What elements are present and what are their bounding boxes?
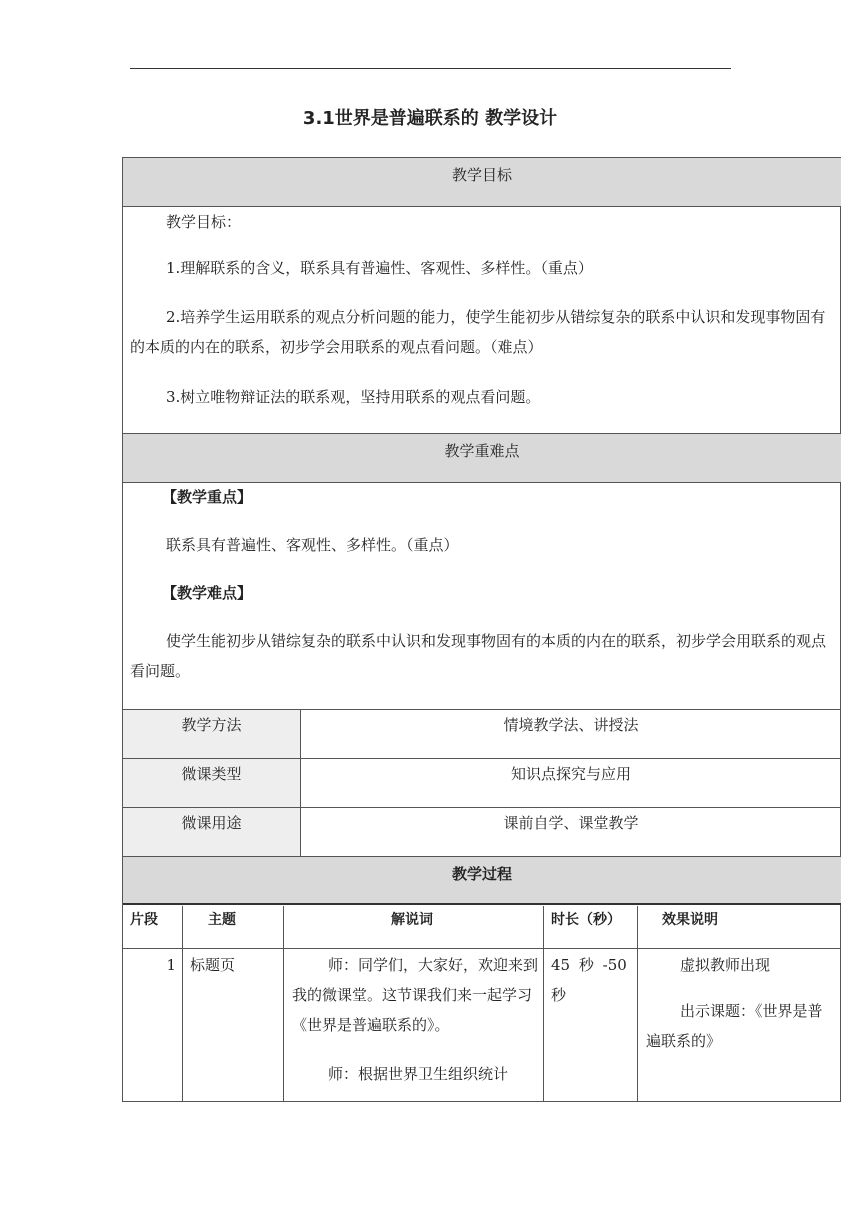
course-type-label: 微课类型	[123, 759, 300, 807]
row-narration-1: 师：同学们，大家好，欢迎来到我的微课堂。这节课我们来一起学习《世界是普遍联系的》。	[292, 956, 539, 1034]
teaching-method-value: 情境教学法、讲授法	[503, 716, 639, 734]
row-narration-2: 师：根据世界卫生组织统计	[328, 1065, 509, 1083]
objectives-intro: 教学目标：	[166, 213, 242, 231]
row-effect-1: 虚拟教师出现	[680, 956, 771, 974]
divider	[123, 948, 841, 949]
column-header-narration: 解说词	[391, 912, 433, 928]
course-type-value: 知识点探究与应用	[510, 765, 631, 783]
column-header-segment: 片段	[130, 912, 158, 928]
column-header-effect: 效果说明	[662, 912, 718, 928]
row-topic: 标题页	[190, 956, 236, 974]
column-divider	[637, 906, 638, 1101]
objective-item-1: 1.理解联系的含义，联系具有普遍性、客观性、多样性。（重点）	[166, 259, 593, 277]
objectives-header: 教学目标	[123, 158, 841, 207]
difficulty-text: 使学生能初步从错综复杂的联系中认识和发现事物固有的本质的内在的联系，初步学会用联系的观点看问题。	[130, 632, 827, 680]
key-points-header: 教学重难点	[123, 434, 841, 483]
teaching-method-label: 教学方法	[123, 710, 300, 758]
focus-label: 【教学重点】	[162, 488, 253, 506]
document-title: 3.1世界是普遍联系的 教学设计	[302, 108, 558, 129]
objective-item-3: 3.树立唯物辩证法的联系观，坚持用联系的观点看问题。	[166, 388, 541, 406]
difficulty-label: 【教学难点】	[162, 584, 253, 602]
course-usage-label: 微课用途	[123, 808, 300, 856]
header-rule	[130, 68, 731, 69]
process-header: 教学过程	[123, 857, 841, 905]
column-divider	[543, 906, 544, 1101]
column-divider	[283, 906, 284, 1101]
row-segment: 1	[166, 956, 176, 974]
column-header-topic: 主题	[208, 912, 236, 928]
focus-text: 联系具有普遍性、客观性、多样性。（重点）	[166, 536, 459, 554]
row-duration: 45 秒 -50 秒	[551, 956, 627, 1004]
column-header-duration: 时长（秒）	[551, 912, 621, 928]
row-effect-2: 出示课题：《世界是普遍联系的》	[646, 1002, 823, 1050]
objective-item-2: 2.培养学生运用联系的观点分析问题的能力，使学生能初步从错综复杂的联系中认识和发现事物固有的本质的内在的联系，初步学会用联系的观点看问题。（难点）	[130, 308, 826, 356]
course-usage-value: 课前自学、课堂教学	[503, 814, 639, 832]
column-divider	[300, 710, 301, 856]
column-divider	[182, 906, 183, 1101]
